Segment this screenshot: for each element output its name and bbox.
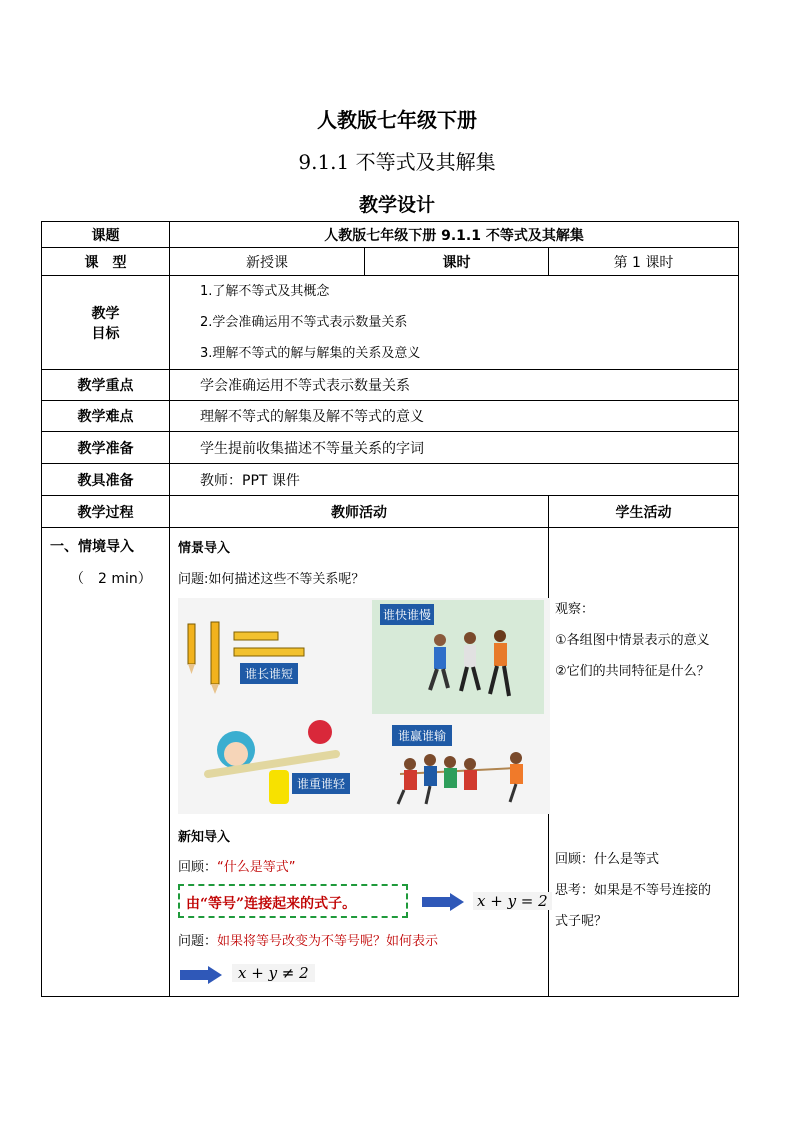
tools-label: 教具准备 (42, 464, 170, 496)
hours-value: 第 1 课时 (549, 248, 739, 276)
question-1: 问题:如何描述这些不等关系呢？ (178, 572, 365, 587)
formula-equal: x + y = 2 (473, 892, 552, 910)
goals-label (42, 276, 170, 370)
goals-list (170, 276, 739, 370)
difficulty-value: 理解不等式的解集及解不等式的意义 (170, 401, 739, 432)
question-2-text: 如果将等号改变为不等号呢？如何表示 (217, 934, 439, 949)
formula-not-equal: x + y ≠ 2 (232, 964, 315, 982)
doc-title: 人教版七年级下册 (317, 108, 477, 132)
key-label: 教学重点 (42, 370, 170, 401)
goals-label-line2: 目标 (91, 325, 120, 342)
difficulty-label: 教学难点 (42, 401, 170, 432)
lesson-plan-table (41, 221, 739, 997)
label-long-short: 谁长谁短 (244, 667, 294, 681)
goals-label-line1: 教学 (91, 305, 120, 322)
tools-value: 教师：PPT 课件 (170, 464, 739, 496)
student-activity-cell (549, 528, 739, 997)
prep-value: 学生提前收集描述不等量关系的字词 (170, 432, 739, 464)
topic-value: 人教版七年级下册 9.1.1 不等式及其解集 (170, 222, 739, 248)
key-value: 学会准确运用不等式表示数量关系 (170, 370, 739, 401)
arrow-right-icon (422, 893, 464, 911)
student-think-2: 式子呢？ (555, 914, 608, 929)
review-line (178, 856, 296, 875)
prep-label: 教学准备 (42, 432, 170, 464)
label-heavy-light: 谁重谁轻 (296, 777, 346, 791)
goal-item: 1.了解不等式及其概念 (200, 284, 330, 299)
stage-cell (42, 528, 170, 997)
scene-illustration (178, 598, 550, 814)
topic-label: 课题 (42, 222, 170, 248)
student-observe: 观察： (555, 602, 595, 617)
student-obs-2: ②它们的共同特征是什么？ (555, 664, 710, 679)
student-think-1: 思考：如果是不等号连接的 (555, 883, 712, 898)
equation-definition: 由“等号”连接起来的式子。 (186, 896, 357, 912)
doc-subtitle: 教学设计 (358, 194, 435, 216)
type-value: 新授课 (170, 248, 365, 276)
question-2-prefix: 问题： (178, 934, 218, 949)
section-new-knowledge: 新知导入 (178, 830, 231, 845)
stage-title: 一、情境导入 (50, 539, 134, 555)
student-activity-header: 学生活动 (549, 496, 739, 528)
student-obs-1: ①各组图中情景表示的意义 (555, 633, 710, 648)
goal-item: 3.理解不等式的解与解集的关系及意义 (200, 346, 421, 361)
lesson-title: 9.1.1 不等式及其解集 (298, 150, 496, 174)
question-2 (178, 930, 438, 949)
label-fast-slow: 谁快谁慢 (382, 608, 432, 622)
review-prefix: 回顾： (178, 860, 218, 875)
stage-time: （ 2 min） (70, 571, 152, 587)
review-quote: “什么是等式” (217, 860, 296, 875)
goal-item: 2.学会准确运用不等式表示数量关系 (200, 315, 408, 330)
equation-definition-box (178, 884, 408, 918)
type-label: 课 型 (42, 248, 170, 276)
teacher-activity-header: 教师活动 (170, 496, 549, 528)
process-label: 教学过程 (42, 496, 170, 528)
section-scene-intro: 情景导入 (178, 541, 231, 556)
arrow-right-icon (180, 966, 222, 984)
hours-label: 课时 (365, 248, 549, 276)
student-review: 回顾：什么是等式 (555, 852, 660, 867)
teacher-activity-cell (170, 528, 549, 997)
label-win-lose: 谁赢谁输 (397, 729, 447, 743)
